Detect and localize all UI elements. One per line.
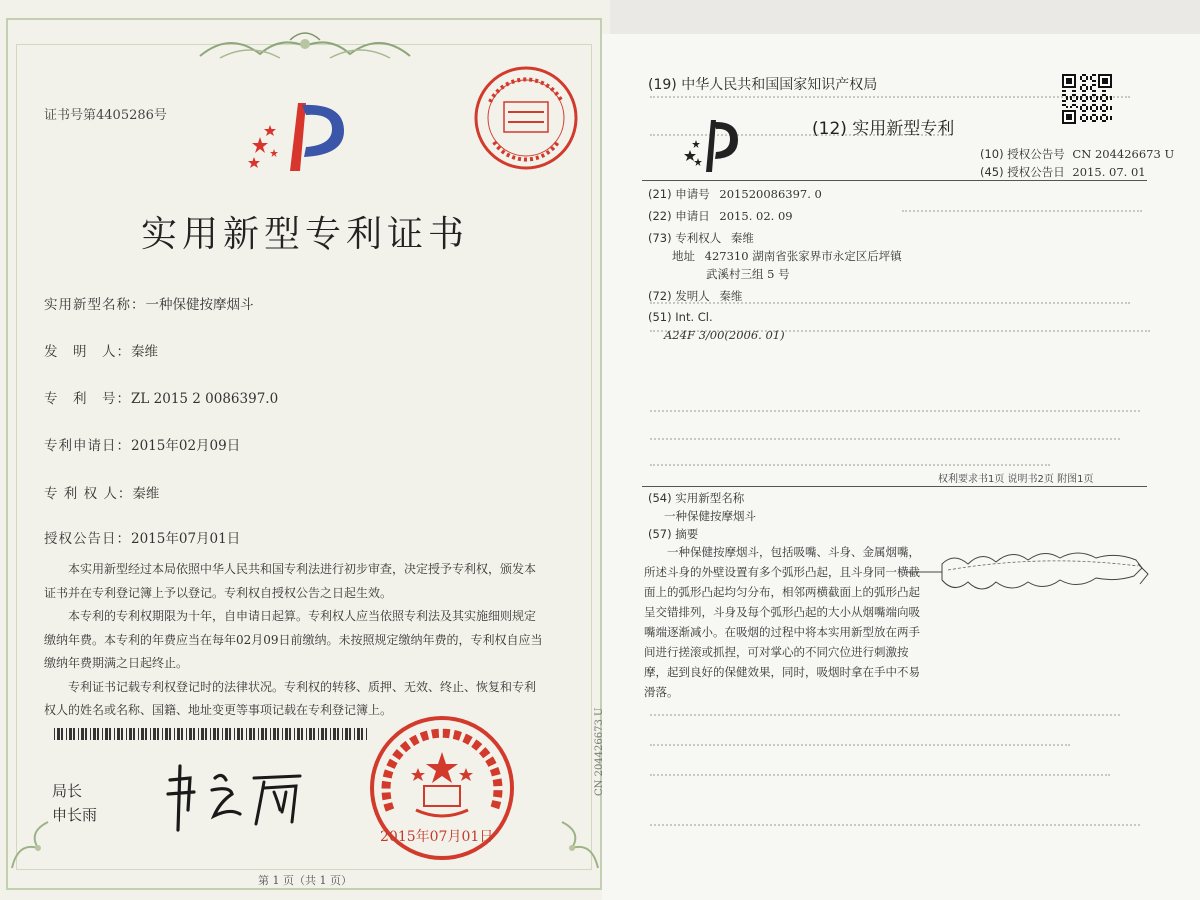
patent-gazette-page [594, 34, 1200, 900]
qr-module [1082, 100, 1084, 102]
qr-module [1094, 94, 1096, 96]
qr-module [1106, 98, 1108, 100]
barcode-bar [174, 728, 175, 740]
barcode-bar [102, 728, 103, 740]
show-through-line [650, 464, 1050, 466]
qr-module [1074, 90, 1076, 92]
qr-module [1082, 110, 1084, 112]
barcode-bar [265, 728, 267, 740]
qr-module [1110, 98, 1112, 100]
barcode-bar [234, 728, 235, 740]
qr-module [1076, 106, 1078, 108]
barcode-bar [93, 728, 96, 740]
qr-module [1082, 90, 1084, 92]
barcode-bar [153, 728, 156, 740]
barcode-bar [318, 728, 319, 740]
field-value: 2015. 02. 09 [719, 209, 793, 223]
barcode-bar [57, 728, 60, 740]
barcode-bar [165, 728, 168, 740]
barcode-bar [253, 728, 255, 740]
qr-module [1076, 96, 1078, 98]
show-through-line [650, 824, 1140, 826]
qr-module [1080, 116, 1082, 118]
barcode-bar [297, 728, 300, 740]
barcode-bar [109, 728, 111, 740]
grant-date-row [44, 527, 240, 547]
qr-module [1106, 106, 1108, 108]
qr-module [1080, 108, 1082, 110]
qr-module [1080, 86, 1082, 88]
barcode-bar [294, 728, 295, 740]
barcode-bar [81, 728, 84, 740]
barcode-bar [217, 728, 219, 740]
field-label: (22) 申请日 [648, 209, 710, 223]
abstract-text [644, 542, 929, 702]
qr-module [1084, 90, 1086, 92]
barcode-bar [97, 728, 99, 740]
barcode-bar [126, 728, 127, 740]
model-name-label: (54) 实用新型名称 [648, 491, 745, 505]
qr-module [1084, 94, 1086, 96]
qr-module [1064, 90, 1066, 92]
qr-module [1072, 104, 1074, 106]
qr-module [1064, 104, 1066, 106]
certificate-body-text [44, 558, 546, 723]
qr-module [1092, 94, 1094, 96]
barcode-bar [282, 728, 283, 740]
barcode-bar [169, 728, 171, 740]
patent-holder-row [44, 482, 159, 502]
field-label: (45) 授权公告日 [980, 165, 1065, 179]
qr-module [1074, 104, 1076, 106]
qr-module [1080, 76, 1082, 78]
barcode-bar [222, 728, 223, 740]
qr-module [1084, 84, 1086, 86]
barcode-bar [354, 728, 355, 740]
qr-module [1094, 84, 1096, 86]
qr-module [1086, 88, 1088, 90]
body-paragraph: 本专利的专利权期限为十年，自申请日起算。专利权人应当依照专利法及其实施细则规定缴纳年费。本专利的年费应当在每年02月09日前缴纳。未按照规定缴纳年费的，专利权自应当缴纳年费期满之日起终止。 [44, 609, 543, 670]
qr-module [1062, 100, 1064, 102]
application-number-row [648, 186, 822, 202]
model-name-value: 一种保健按摩烟斗 [664, 509, 756, 523]
barcode-bar [198, 728, 199, 740]
qr-module [1084, 100, 1086, 102]
qr-module [1092, 80, 1094, 82]
field-value: CN 204426673 U [1072, 147, 1175, 161]
barcode-bar [237, 728, 240, 740]
body-paragraph: 本实用新型经过本局依照中华人民共和国专利法进行初步审查，决定授予专利权，颁发本证书并在专利登记簿上予以登记。专利权自授权公告之日起生效。 [44, 562, 537, 600]
barcode-bar [186, 728, 187, 740]
show-through-line [650, 438, 1120, 440]
barcode-bar [285, 728, 288, 740]
patentee-row [648, 230, 754, 246]
field-value: 秦维 [719, 289, 743, 303]
field-label: 专 利 权 人： [44, 486, 133, 502]
utility-model-name-row [44, 293, 254, 313]
qr-module [1074, 100, 1076, 102]
qr-module [1100, 108, 1102, 110]
pub-number-row [980, 146, 1174, 162]
field-value: 427310 湖南省张家界市永定区后坪镇 [704, 249, 902, 263]
qr-module [1080, 96, 1082, 98]
qr-module [1102, 120, 1104, 122]
field-label: (21) 申请号 [648, 187, 710, 201]
qr-module [1104, 94, 1106, 96]
qr-module [1092, 104, 1094, 106]
barcode-bar [162, 728, 163, 740]
barcode-bar [177, 728, 180, 740]
barcode-bar [61, 728, 63, 740]
barcode-bar [129, 728, 132, 740]
qr-module [1110, 108, 1112, 110]
qr-module [1102, 94, 1104, 96]
barcode-icon [54, 728, 368, 740]
qr-module [1094, 110, 1096, 112]
qr-module [1084, 80, 1086, 82]
corner-ornament-icon [542, 812, 602, 872]
barcode-bar [342, 728, 343, 740]
qr-module [1090, 98, 1092, 100]
show-through-line [650, 714, 1120, 716]
qr-module [1086, 76, 1088, 78]
field-value: 2015年07月01日 [131, 531, 241, 547]
qr-module [1094, 74, 1096, 76]
qr-module [1096, 118, 1098, 120]
barcode-bar [90, 728, 91, 740]
official-name: 申长雨 [52, 806, 98, 824]
field-value: 201520086397. 0 [719, 187, 822, 201]
field-value: 2015. 07. 01 [1072, 165, 1146, 179]
qr-module [1066, 96, 1068, 98]
barcode-bar [105, 728, 108, 740]
qr-module [1064, 100, 1066, 102]
qr-module [1102, 104, 1104, 106]
qr-finder [1066, 114, 1072, 120]
field-value: 秦维 [131, 344, 158, 360]
qr-module [1100, 118, 1102, 120]
patent-number-row [44, 387, 278, 407]
barcode-bar [277, 728, 279, 740]
qr-module [1092, 90, 1094, 92]
barcode-bar [121, 728, 123, 740]
header-rule [642, 180, 1147, 181]
qr-module [1070, 98, 1072, 100]
qr-module [1080, 78, 1082, 80]
qr-module [1070, 106, 1072, 108]
barcode-bar [193, 728, 195, 740]
qr-module [1104, 110, 1106, 112]
barcode-bar [150, 728, 151, 740]
certificate-title: 实用新型专利证书 [140, 214, 469, 255]
qr-module [1090, 76, 1092, 78]
qr-module [1096, 106, 1098, 108]
qr-module [1082, 104, 1084, 106]
barcode-bar [330, 728, 331, 740]
cnipa-logo-icon [682, 116, 742, 174]
qr-module [1092, 84, 1094, 86]
barcode-bar [229, 728, 231, 740]
qr-finder [1102, 78, 1108, 84]
barcode-bar [85, 728, 87, 740]
address-row [672, 248, 902, 264]
qr-module [1074, 94, 1076, 96]
field-label: (10) 授权公告号 [980, 147, 1065, 161]
qr-module [1086, 86, 1088, 88]
int-cl-value: A24F 3/00(2006. 01) [664, 328, 785, 342]
field-value: 秦维 [730, 231, 754, 245]
qr-module [1092, 120, 1094, 122]
qr-module [1086, 106, 1088, 108]
qr-module [1104, 100, 1106, 102]
barcode-bar [145, 728, 147, 740]
qr-module [1090, 108, 1092, 110]
qr-module [1086, 108, 1088, 110]
qr-module [1104, 104, 1106, 106]
qr-module [1110, 96, 1112, 98]
qr-module [1094, 90, 1096, 92]
qr-module [1090, 118, 1092, 120]
qr-module [1084, 120, 1086, 122]
issuing-office: (19) 中华人民共和国国家知识产权局 [648, 77, 878, 93]
qr-module [1100, 106, 1102, 108]
qr-module [1080, 106, 1082, 108]
document-type: (12) 实用新型专利 [812, 119, 955, 139]
field-value: 秦维 [132, 486, 160, 502]
qr-module [1106, 108, 1108, 110]
qr-module [1082, 94, 1084, 96]
field-value: ZL 2015 2 0086397.0 [131, 391, 279, 407]
qr-module [1104, 90, 1106, 92]
qr-module [1084, 110, 1086, 112]
cnipa-logo-icon [244, 97, 360, 175]
barcode-bar [241, 728, 243, 740]
qr-module [1082, 80, 1084, 82]
barcode-bar [309, 728, 312, 740]
qr-module [1094, 104, 1096, 106]
qr-module [1090, 78, 1092, 80]
body-paragraph: 专利证书记载专利权登记时的法律状况。专利权的转移、质押、无效、终止、恢复和专利权人的姓名或名称、国籍、地址变更等事项记载在专利登记簿上。 [44, 679, 537, 717]
qr-module [1082, 114, 1084, 116]
barcode-bar [325, 728, 327, 740]
tax-stamp-seal-icon [470, 62, 582, 174]
qr-module [1094, 80, 1096, 82]
qr-module [1100, 96, 1102, 98]
barcode-bar [117, 728, 120, 740]
seal-date: 2015年07月01日 [380, 829, 494, 845]
qr-module [1096, 116, 1098, 118]
barcode-bar [345, 728, 348, 740]
barcode-bar [289, 728, 291, 740]
qr-module [1062, 90, 1064, 92]
qr-module [1106, 96, 1108, 98]
qr-module [1086, 78, 1088, 80]
inventor-row [44, 340, 158, 360]
show-through-line [650, 774, 1110, 776]
barcode-bar [301, 728, 303, 740]
qr-module [1104, 114, 1106, 116]
qr-module [1090, 96, 1092, 98]
qr-module [1072, 100, 1074, 102]
qr-module [1102, 114, 1104, 116]
barcode-bar [141, 728, 144, 740]
qr-module [1094, 100, 1096, 102]
barcode-bar [133, 728, 135, 740]
qr-module [1080, 88, 1082, 90]
barcode-bar [361, 728, 363, 740]
qr-module [1084, 74, 1086, 76]
qr-module [1076, 98, 1078, 100]
barcode-bar [205, 728, 207, 740]
qr-module [1094, 114, 1096, 116]
show-through-line [650, 96, 1130, 98]
inventor-row [648, 288, 742, 304]
qr-module [1096, 108, 1098, 110]
qr-module [1092, 100, 1094, 102]
barcode-bar [138, 728, 139, 740]
qr-module [1100, 98, 1102, 100]
show-through-line [650, 744, 1070, 746]
address-line-2: 武溪村三组 5 号 [706, 267, 790, 281]
qr-module [1106, 116, 1108, 118]
barcode-bar [225, 728, 228, 740]
qr-module [1086, 96, 1088, 98]
field-label: 专利申请日： [44, 438, 131, 454]
qr-module [1090, 88, 1092, 90]
page-footer: 第 1 页（共 1 页） [258, 874, 352, 887]
barcode-bar [213, 728, 216, 740]
barcode-bar [273, 728, 276, 740]
barcode-bar [337, 728, 339, 740]
qr-module [1090, 116, 1092, 118]
show-through-line [650, 410, 1140, 412]
qr-module [1066, 98, 1068, 100]
barcode-bar [189, 728, 192, 740]
qr-module [1096, 96, 1098, 98]
qr-module [1092, 74, 1094, 76]
barcode-bar [78, 728, 79, 740]
abstract-label: (57) 摘要 [648, 527, 699, 541]
pages-info: 权利要求书1页 说明书2页 附图1页 [938, 474, 1094, 485]
qr-module [1082, 120, 1084, 122]
qr-module [1100, 116, 1102, 118]
barcode-bar [246, 728, 247, 740]
field-value: 2015年02月09日 [131, 438, 241, 454]
qr-module [1102, 110, 1104, 112]
qr-module [1106, 118, 1108, 120]
side-document-number: CN 204426673 U [594, 707, 605, 796]
barcode-bar [349, 728, 351, 740]
qr-module [1094, 120, 1096, 122]
barcode-bar [333, 728, 336, 740]
field-label: 专 利 号： [44, 391, 131, 407]
qr-module [1084, 114, 1086, 116]
qr-module [1070, 96, 1072, 98]
field-label: 实用新型名称： [44, 297, 146, 313]
qr-module [1086, 98, 1088, 100]
barcode-bar [73, 728, 75, 740]
field-value: 一种保健按摩烟斗 [145, 297, 254, 313]
barcode-bar [306, 728, 307, 740]
qr-module [1102, 90, 1104, 92]
barcode-bar [181, 728, 183, 740]
field-label: 地址 [672, 249, 695, 263]
field-label: 授权公告日： [44, 531, 131, 547]
qr-module [1086, 116, 1088, 118]
abstract-paragraph: 一种保健按摩烟斗，包括吸嘴、斗身、金属烟嘴，所述斗身的外壁设置有多个弧形凸起，且斗身同一横截面上的弧形凸起均匀分布，相邻两横截面上的弧形凸起呈交错排列，斗身及每个弧形凸起的大小从烟嘴端向吸嘴端逐渐减小。在吸烟的过程中将本实用新型放在两手间进行搓滚或抓捏，可对掌心的不同穴位进行刺激按摩，起到良好的保健效果，同时，吸烟时拿在手中不易滑落。 [644, 545, 920, 699]
qr-module [1064, 94, 1066, 96]
barcode-bar [258, 728, 259, 740]
certificate-number: 证书号第4405286号 [44, 108, 167, 123]
official-title: 局长 [52, 782, 83, 800]
qr-code-icon [1062, 74, 1112, 124]
pub-date-row [980, 164, 1146, 180]
barcode-bar [249, 728, 252, 740]
barcode-bar [69, 728, 72, 740]
section-rule [642, 486, 1147, 487]
qr-module [1062, 104, 1064, 106]
qr-module [1062, 94, 1064, 96]
qr-module [1082, 84, 1084, 86]
application-date-row [648, 208, 793, 224]
field-label: (73) 专利权人 [648, 231, 722, 245]
qr-module [1104, 120, 1106, 122]
field-label: 发 明 人： [44, 344, 131, 360]
pipe-drawing-icon [902, 534, 1150, 606]
show-through-line [902, 210, 1142, 212]
qr-module [1086, 118, 1088, 120]
barcode-bar [270, 728, 271, 740]
barcode-bar [321, 728, 324, 740]
barcode-bar [357, 728, 360, 740]
qr-module [1110, 118, 1112, 120]
qr-module [1096, 98, 1098, 100]
qr-module [1102, 100, 1104, 102]
qr-module [1092, 114, 1094, 116]
barcode-bar [261, 728, 264, 740]
qr-module [1066, 106, 1068, 108]
qr-module [1080, 118, 1082, 120]
qr-module [1072, 90, 1074, 92]
top-ornament-icon [190, 26, 420, 66]
qr-module [1092, 110, 1094, 112]
barcode-bar [313, 728, 315, 740]
barcode-bar [54, 728, 55, 740]
barcode-bar [201, 728, 204, 740]
filing-date-row [44, 434, 240, 454]
qr-module [1072, 94, 1074, 96]
qr-finder [1066, 78, 1072, 84]
field-label: (72) 发明人 [648, 289, 710, 303]
qr-module [1082, 74, 1084, 76]
qr-module [1110, 106, 1112, 108]
qr-module [1090, 86, 1092, 88]
barcode-bar [210, 728, 211, 740]
barcode-bar [157, 728, 159, 740]
qr-module [1090, 106, 1092, 108]
qr-module [1110, 116, 1112, 118]
barcode-bar [114, 728, 115, 740]
qr-module [1080, 98, 1082, 100]
qr-module [1084, 104, 1086, 106]
barcode-bar [66, 728, 67, 740]
handwritten-signature-icon [160, 758, 310, 838]
int-cl-label: (51) Int. Cl. [648, 310, 713, 324]
